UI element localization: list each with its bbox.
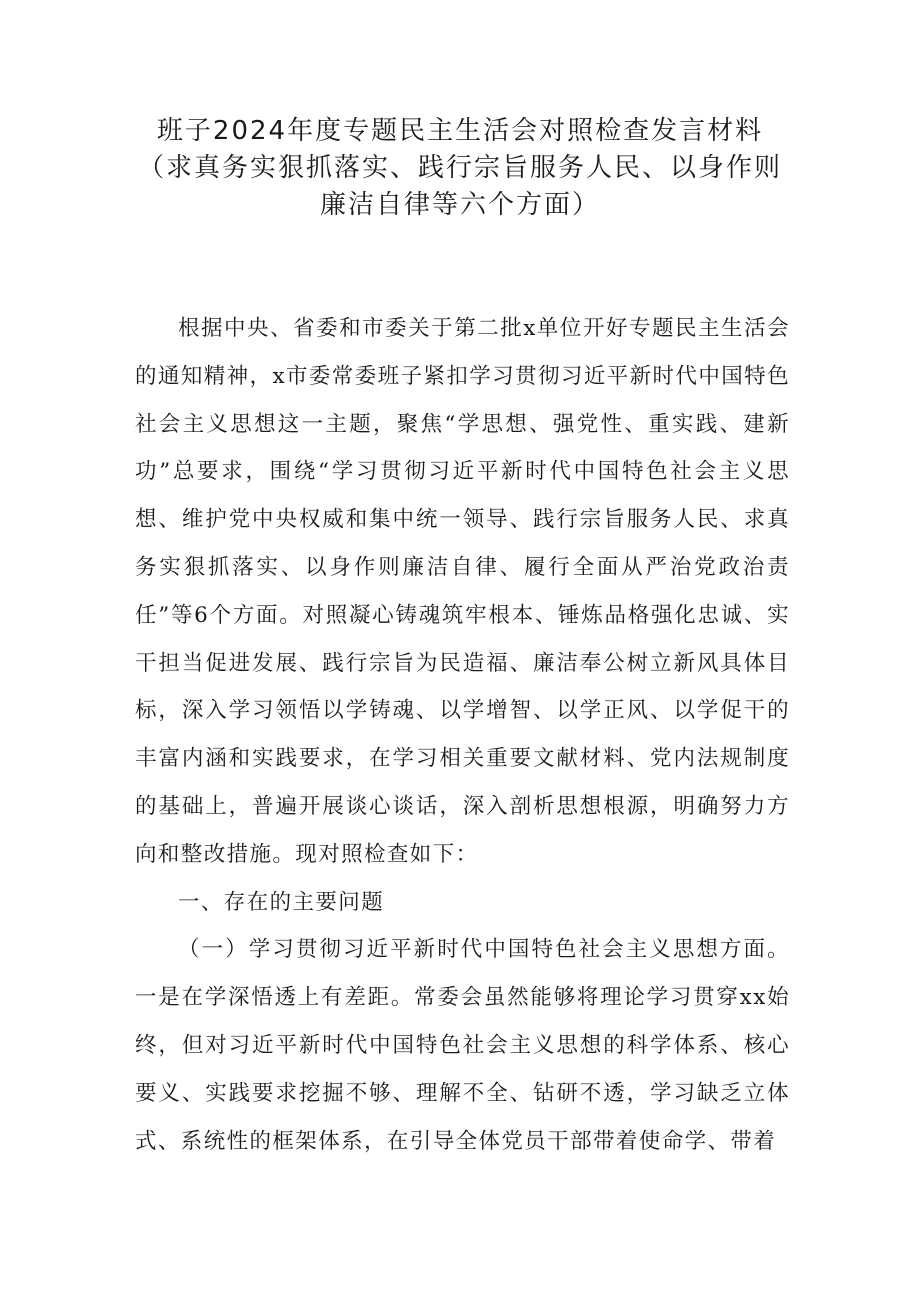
title-line-3: 廉洁自律等六个方面）: [319, 190, 600, 220]
subsection-paragraph: （一）学习贯彻习近平新时代中国特色社会主义思想方面。一是在学深悟透上有差距。常委会虽然能够将理论学习贯穿xx始终，但对习近平新时代中国特色社会主义思想的科学体系、核心要义、实践要求挖掘不够、理解不全、钻研不透，学习缺乏立体式、系统性的框架体系，在引导全体党员干部带着使命学、带着: [135, 937, 790, 1154]
section-heading: 一、存在的主要问题: [178, 889, 385, 915]
title-line-2: （求真务实狠抓落实、践行宗旨服务人民、以身作则: [137, 153, 782, 183]
title-line-1: 班子2024年度专题民主生活会对照检查发言材料: [156, 116, 764, 146]
intro-paragraph: 根据中央、省委和市委关于第二批x单位开好专题民主生活会的通知精神，x市委常委班子紧扣学习贯彻习近平新时代中国特色社会主义思想这一主题，聚焦“学思想、强党性、重实践、建新功”总要求，围绕“学习贯彻习近平新时代中国特色社会主义思想、维护党中央权威和集中统一领导、践行宗旨服务人民、求真务实狠抓落实、以身作则廉洁自律、履行全面从严治党政治责任”等6个方面。对照凝心铸魂筑牢根本、锤炼品格强化忠诚、实干担当促进发展、践行宗旨为民造福、廉洁奉公树立新风具体目标，深入学习领悟以学铸魂、以学增智、以学正风、以学促干的丰富内涵和实践要求，在学习相关重要文献材料、党内法规制度的基础上，普遍开展谈心谈话，深入剖析思想根源，明确努力方向和整改措施。现对照检查如下：: [135, 316, 790, 867]
document-title: [0, 113, 920, 224]
document-body: [135, 305, 790, 1165]
